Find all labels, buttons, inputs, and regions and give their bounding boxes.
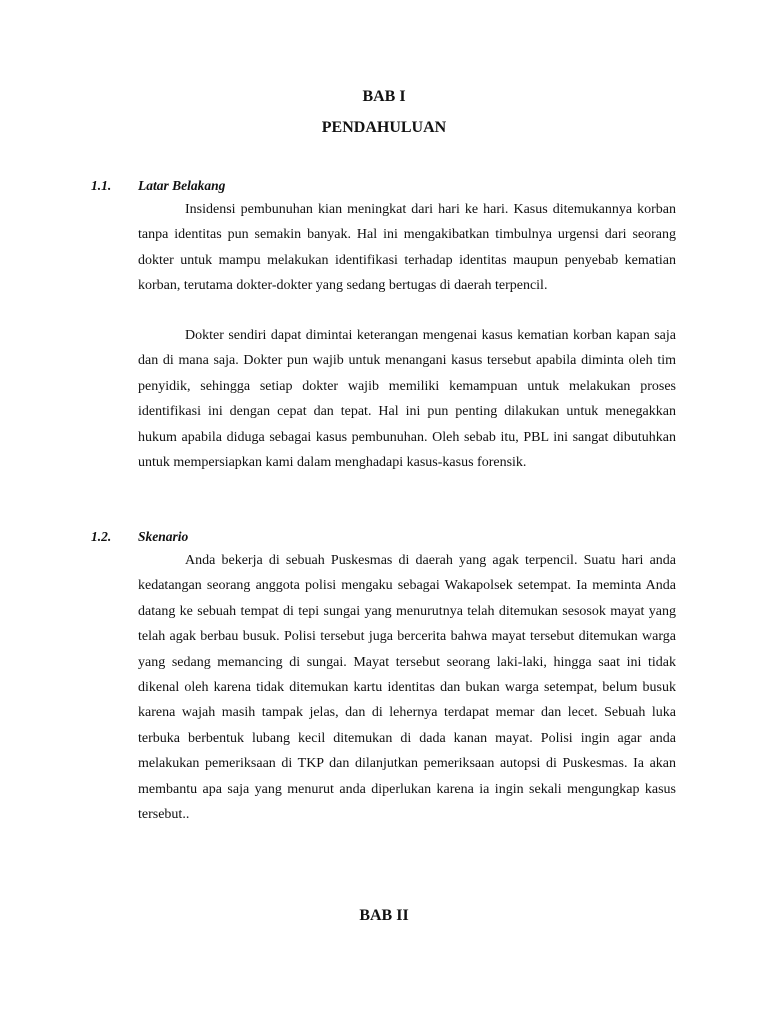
paragraph-latar-belakang-1: Insidensi pembunuhan kian meningkat dari hari ke hari. Kasus ditemukannya korban tanpa identitas pun semakin banyak. Hal ini mengakibatkan timbulnya urgensi dari seorang dokter untuk mampu melakukan identifikasi terhadap identitas maupun penyebab kematian korban, terutama dokter-dokter yang sedang bertugas di daerah terpencil. <box>138 202 676 294</box>
section-1-1-heading <box>91 177 225 195</box>
chapter-1-title: PENDAHULUAN <box>321 119 447 136</box>
paragraph-latar-belakang-2: Dokter sendiri dapat dimintai keterangan mengenai kasus kematian korban kapan saja dan di mana saja. Dokter pun wajib untuk menangani kasus tersebut apabila diminta oleh tim penyidik, sehingga setiap dokter wajib memiliki kemampuan untuk melakukan proses identifikasi ini dengan cepat dan tepat. Hal ini pun penting dilakukan untuk menegakkan hukum apabila diduga sebagai kasus pembunuhan. Oleh sebab itu, PBL ini sangat dibutuhkan untuk mempersiapkan kami dalam menghadapi kasus-kasus forensik. <box>138 328 676 471</box>
section-number: 1.1. <box>91 178 112 193</box>
section-title: Latar Belakang <box>138 178 226 193</box>
chapter-1-label: BAB I <box>362 88 406 105</box>
section-title: Skenario <box>138 529 189 544</box>
paragraph-skenario: Anda bekerja di sebuah Puskesmas di daerah yang agak terpencil. Suatu hari anda kedatangan seorang anggota polisi mengaku sebagai Wakapolsek setempat. Ia meminta Anda datang ke sebuah tempat di tepi sungai yang menurutnya telah ditemukan sesosok mayat yang telah agak berbau busuk. Polisi tersebut juga bercerita bahwa mayat tersebut ditemukan warga yang sedang memancing di sungai. Mayat tersebut seorang laki-laki, hingga saat ini tidak dikenal oleh karena tidak ditemukan kartu identitas dan bukan warga setempat, belum busuk karena wajah masih tampak jelas, dan di lehernya terdapat memar dan lecet. Sebuah luka terbuka berbentuk lubang kecil ditemukan di dada kanan mayat. Polisi ingin agar anda melakukan pemeriksaan di TKP dan dilanjutkan pemeriksaan autopsi di Puskesmas. Ia akan membantu apa saja yang menurut anda diperlukan karena ia ingin sekali mengungkap kasus tersebut.. <box>138 553 676 823</box>
section-1-2-heading <box>91 528 188 546</box>
chapter-2-label: BAB II <box>359 907 409 924</box>
section-number: 1.2. <box>91 529 112 544</box>
